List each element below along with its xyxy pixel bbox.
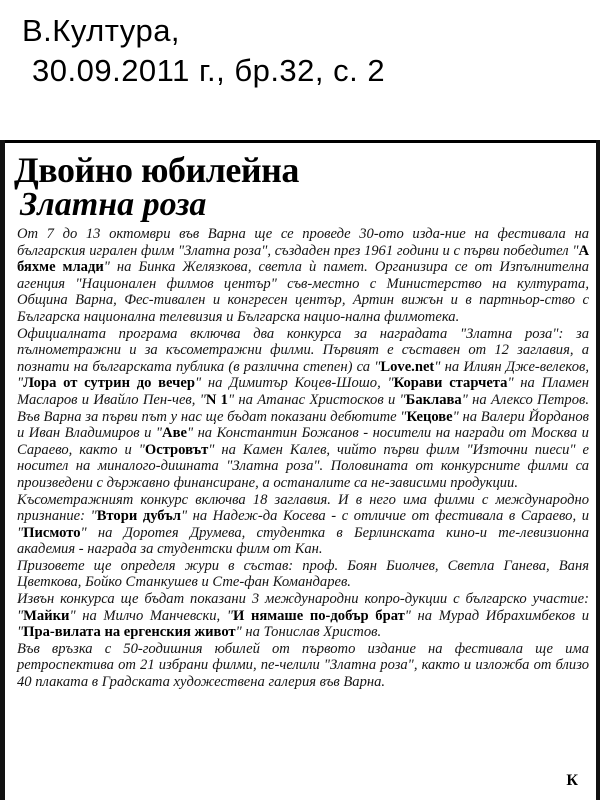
film-title: Пра-вилата на ергенския живот	[23, 624, 236, 641]
text-run: " на Мурад Ибрахимбеков и "	[17, 607, 589, 641]
author-signoff: К	[566, 772, 578, 789]
text-run: " на Милчо Манчевски, "	[69, 607, 233, 624]
text-run: Във връзка с 50-годишния юбилей от първото издание на фестивала ще има ретроспектива от 21 избрани филми, пе-челили "Златна роза", както и изложба от близо 40 плаката в Градската художествена галерия във Варна.	[17, 640, 589, 691]
film-title: Кецове	[406, 408, 453, 425]
film-title: Втори дубъл	[96, 508, 181, 525]
text-run: " на Илиян Дже-велеков, "	[17, 358, 589, 392]
text-run: " на Надеж-да Косева - с отличие от фестивала в Сараево, и "	[17, 508, 589, 541]
paragraph-retrospective	[17, 641, 589, 691]
text-run: " на Атанас Христосков и "	[227, 391, 406, 408]
headline-line-2: Златна роза	[20, 186, 207, 223]
film-title: Love.net	[380, 358, 435, 375]
text-run: " на Валери Йорданов и Иван Владимиров и "	[17, 408, 589, 442]
clipping-left-edge	[0, 140, 5, 800]
text-run: " на Пламен Масларов и Ивайло Пен-чев, "	[17, 375, 590, 408]
paragraph-short-competition	[17, 492, 589, 558]
text-run: " на Камен Калев, чийто първи филм "Източни пиеси" е носител на миналого-дишната "Златна роза". Половината от конкурсните филми са произведени с държавно финансиране, а останалите са не-зависими продукции.	[17, 441, 589, 491]
film-title: Лора от сутрин до вечер	[23, 375, 195, 392]
paragraph-intro	[17, 226, 589, 326]
headline-line-1: Двойно юбилейна	[14, 150, 299, 190]
text-run: Официалната програма включва два конкурса за наградата "Златна роза": за пълнометражни и за късометражни филми. Първият е съставен от 12 заглавия, а познати на българската публика (в различна степен) са "	[17, 325, 589, 375]
paragraph-feature-competition	[17, 326, 589, 492]
film-title: Майки	[23, 607, 70, 624]
clipping-right-edge	[596, 140, 600, 800]
article-body	[17, 226, 589, 691]
text-run: Извън конкурса ще бъдат показани 3 международни копро-дукции с българско участие: "	[17, 591, 589, 624]
film-title: А бяхме млади	[17, 242, 589, 276]
text-run: Призовете ще определя жури в състав: проф. Боян Биолчев, Светла Ганева, Ваня Цветкова, Бойко Станкушев и Сте-фан Командарев.	[17, 557, 589, 591]
clipping-top-border	[2, 140, 600, 143]
text-run: От 7 до 13 октомври във Варна ще се проведе 30-ото изда-ние на фестивала на българския игрален филм "Златна роза", създаден през 1961 години и с първи победител "	[17, 226, 589, 259]
paragraph-jury	[17, 558, 589, 591]
film-title: Аве	[162, 425, 187, 442]
film-title: Корави старчета	[393, 375, 508, 392]
text-run: " на Бинка Желязкова, светла ѝ памет. Организира се от Изпълнителна агенция "Национален филмов център" съв-местно с Министерство на културата, Община Варна, Фес-тивален и конгресен център, Артин вижън и в партньор-ство с Българска национална телевизия и Българска нацио-нална филмотека.	[17, 259, 589, 325]
film-title: Баклава	[405, 391, 462, 408]
film-title: И нямаше по-добър брат	[232, 607, 405, 624]
source-date-issue-page: 30.09.2011 г., бр.32, с. 2	[32, 53, 386, 88]
source-publication: В.Култура,	[22, 13, 181, 48]
text-run: " на Константин Божанов - носители на награди от Москва и Сараево, както и "	[17, 425, 589, 458]
film-title: N 1	[205, 391, 228, 408]
text-run: " на Алексо Петров. Във Варна за първи път у нас ще бъдат показани дебютите "	[17, 391, 589, 425]
text-run: " на Тонислав Христов.	[235, 624, 382, 641]
film-title: Островът	[144, 441, 209, 458]
text-run: " на Димитър Коцев-Шошо, "	[194, 375, 394, 392]
paragraph-out-of-competition	[17, 591, 589, 641]
text-run: " на Доротея Друмева, студентка в Берлинската кино-и те-левизионна академия - награда за студентски филм от Кан.	[17, 524, 589, 558]
text-run: Късометражният конкурс включва 18 заглавия. И в него има филми с международно признание: "	[17, 491, 589, 525]
film-title: Писмото	[23, 524, 81, 541]
